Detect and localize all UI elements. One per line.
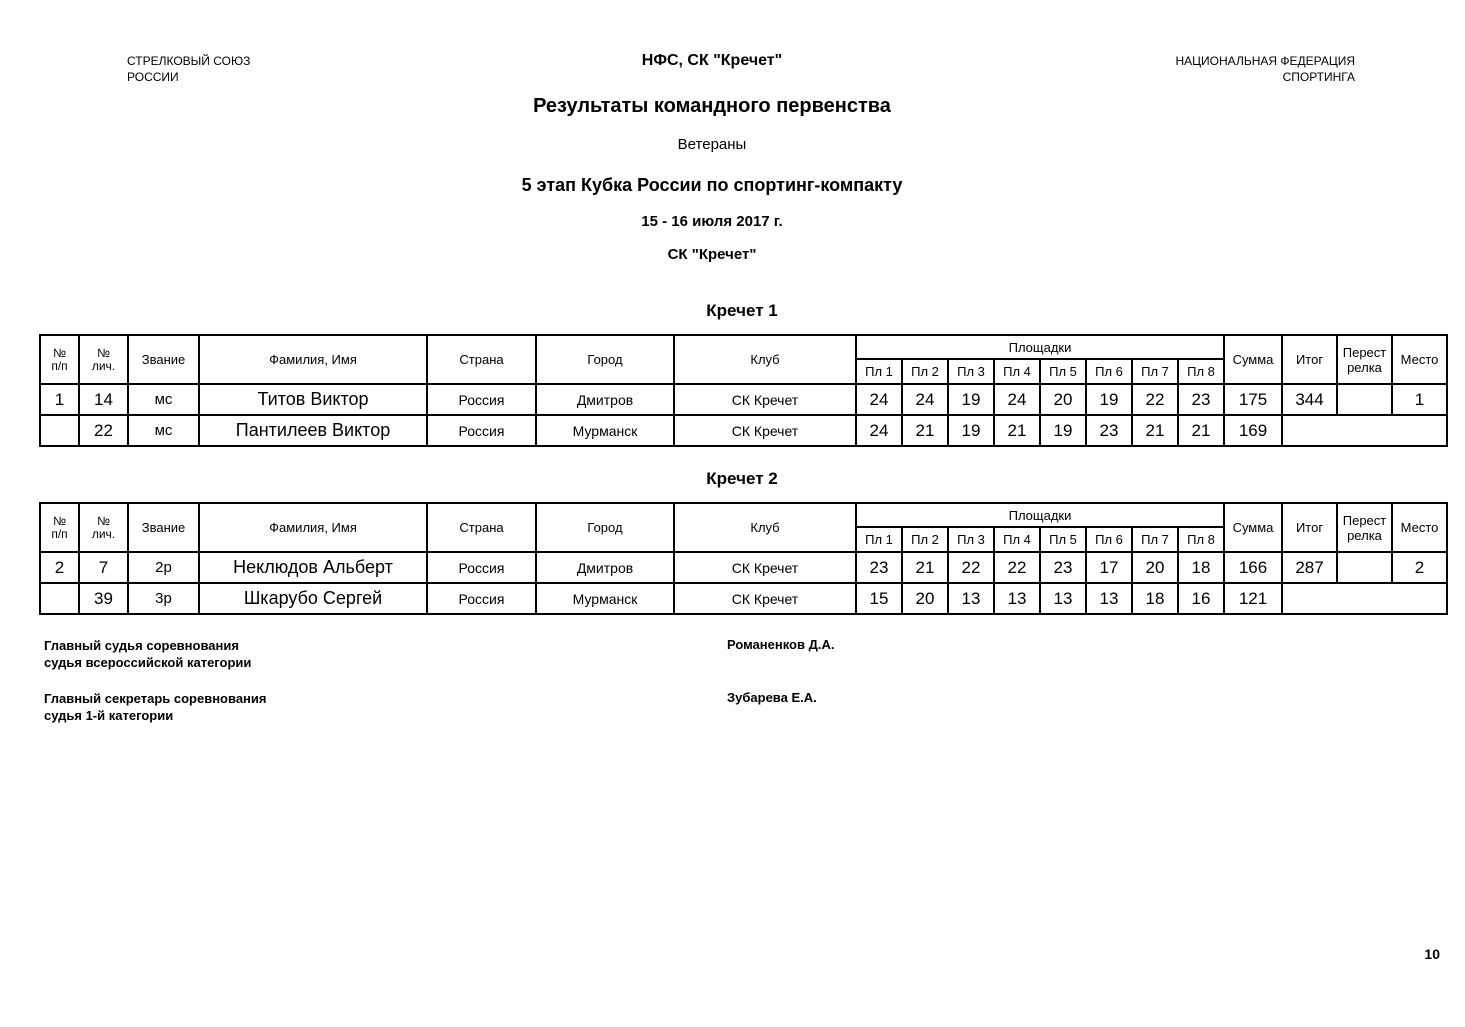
num-lich-line2: лич. — [91, 526, 116, 541]
cell-score-pl1: 15 — [856, 583, 902, 614]
num-lich-line2: лич. — [91, 358, 116, 373]
col-header-pl1: Пл 1 — [856, 359, 902, 384]
col-header-pl5: Пл 5 — [1040, 359, 1086, 384]
team-title-krechet-2: Кречет 2 — [706, 469, 778, 488]
col-header-pl2: Пл 2 — [902, 527, 948, 552]
cell-score-pl3: 19 — [948, 415, 994, 446]
cell-score-pl8: 18 — [1178, 552, 1224, 583]
col-header-pl8: Пл 8 — [1178, 359, 1224, 384]
cell-score-pl1: 23 — [856, 552, 902, 583]
cell-total: 344 — [1282, 384, 1337, 415]
col-header-club: Клуб — [674, 335, 856, 384]
col-header-place: Место — [1392, 503, 1447, 552]
col-header-pl3: Пл 3 — [948, 527, 994, 552]
cell-num-pp: 2 — [40, 552, 79, 583]
cell-score-pl8: 16 — [1178, 583, 1224, 614]
table-row — [40, 552, 1447, 583]
cell-city: Дмитров — [536, 552, 674, 583]
col-header-city: Город — [536, 335, 674, 384]
shootoff-line2: релка — [1347, 527, 1382, 543]
col-header-pl7: Пл 7 — [1132, 527, 1178, 552]
doc-title: Результаты командного первенства — [533, 95, 891, 117]
cell-score-pl4: 13 — [994, 583, 1040, 614]
col-header-stations-group: Площадки — [856, 503, 1224, 527]
cell-score-pl2: 21 — [902, 415, 948, 446]
cell-score-pl2: 21 — [902, 552, 948, 583]
header-center: НФС, СК "Кречет" — [641, 52, 783, 69]
signature-name-chief-judge: Романенков Д.А. — [727, 637, 835, 652]
cell-country: Россия — [427, 552, 536, 583]
cell-score-pl6: 23 — [1086, 415, 1132, 446]
cell-score-pl3: 13 — [948, 583, 994, 614]
col-header-city: Город — [536, 503, 674, 552]
cell-name: Пантилеев Виктор — [199, 415, 427, 446]
shootoff-line2: релка — [1347, 359, 1382, 375]
cell-num-lich: 7 — [79, 552, 128, 583]
col-header-total: Итог — [1282, 335, 1337, 384]
col-header-num-pp — [40, 335, 79, 384]
cell-club: СК Кречет — [674, 415, 856, 446]
col-header-num-lich — [79, 503, 128, 552]
cell-sum: 169 — [1224, 415, 1282, 446]
cell-rank: мс — [128, 384, 199, 415]
cell-score-pl5: 19 — [1040, 415, 1086, 446]
cell-empty — [1282, 583, 1447, 614]
num-pp-line2: п/п — [51, 358, 68, 373]
doc-event: 5 этап Кубка России по спортинг-компакту — [521, 175, 903, 195]
cell-score-pl6: 17 — [1086, 552, 1132, 583]
col-header-total: Итог — [1282, 503, 1337, 552]
team-title-krechet-1: Кречет 1 — [706, 301, 778, 320]
cell-city: Дмитров — [536, 384, 674, 415]
cell-score-pl3: 22 — [948, 552, 994, 583]
cell-rank: мс — [128, 415, 199, 446]
col-header-place: Место — [1392, 335, 1447, 384]
cell-num-pp: 1 — [40, 384, 79, 415]
cell-city: Мурманск — [536, 415, 674, 446]
cell-empty — [40, 415, 79, 446]
cell-rank: 2р — [128, 552, 199, 583]
num-lich-line1: № — [97, 345, 110, 360]
col-header-pl5: Пл 5 — [1040, 527, 1086, 552]
org-right-line1: НАЦИОНАЛЬНАЯ ФЕДЕРАЦИЯ — [1175, 54, 1355, 68]
signature-role-chief-judge — [44, 637, 251, 671]
cell-score-pl6: 13 — [1086, 583, 1132, 614]
results-table-krechet-2 — [39, 502, 1448, 615]
cell-name: Шкарубо Сергей — [199, 583, 427, 614]
col-header-name: Фамилия, Имя — [199, 335, 427, 384]
cell-score-pl3: 19 — [948, 384, 994, 415]
col-header-pl8: Пл 8 — [1178, 527, 1224, 552]
cell-sum: 166 — [1224, 552, 1282, 583]
cell-club: СК Кречет — [674, 583, 856, 614]
col-header-country: Страна — [427, 503, 536, 552]
col-header-shootoff — [1337, 503, 1392, 552]
col-header-num-lich — [79, 335, 128, 384]
col-header-pl3: Пл 3 — [948, 359, 994, 384]
shootoff-line1: Перест — [1342, 344, 1387, 360]
col-header-sum: Сумма — [1224, 335, 1282, 384]
col-header-sum: Сумма — [1224, 503, 1282, 552]
num-pp-line1: № — [53, 345, 66, 360]
cell-city: Мурманск — [536, 583, 674, 614]
cell-name: Титов Виктор — [199, 384, 427, 415]
signature-name-chief-secretary: Зубарева Е.А. — [727, 690, 817, 705]
cell-name: Неклюдов Альберт — [199, 552, 427, 583]
signature-role-line2: судья 1-й категории — [44, 708, 174, 723]
shootoff-line1: Перест — [1342, 512, 1387, 528]
table-row — [40, 415, 1447, 446]
cell-club: СК Кречет — [674, 384, 856, 415]
cell-score-pl1: 24 — [856, 384, 902, 415]
cell-score-pl5: 23 — [1040, 552, 1086, 583]
cell-num-lich: 14 — [79, 384, 128, 415]
org-right — [1176, 53, 1356, 85]
doc-subtitle: Ветераны — [677, 136, 747, 153]
col-header-pl4: Пл 4 — [994, 527, 1040, 552]
results-table-krechet-1 — [39, 334, 1448, 447]
col-header-shootoff — [1337, 335, 1392, 384]
table-row — [40, 384, 1447, 415]
col-header-rank: Звание — [128, 335, 199, 384]
cell-score-pl1: 24 — [856, 415, 902, 446]
cell-country: Россия — [427, 415, 536, 446]
cell-num-lich: 39 — [79, 583, 128, 614]
cell-country: Россия — [427, 384, 536, 415]
cell-score-pl8: 21 — [1178, 415, 1224, 446]
col-header-pl7: Пл 7 — [1132, 359, 1178, 384]
cell-empty — [40, 583, 79, 614]
col-header-club: Клуб — [674, 503, 856, 552]
cell-num-lich: 22 — [79, 415, 128, 446]
cell-empty — [1282, 415, 1447, 446]
col-header-pl1: Пл 1 — [856, 527, 902, 552]
cell-score-pl4: 21 — [994, 415, 1040, 446]
num-lich-line1: № — [97, 513, 110, 528]
org-left-line1: СТРЕЛКОВЫЙ СОЮЗ — [127, 54, 251, 68]
signature-role-line2: судья всероссийской категории — [44, 655, 252, 670]
cell-score-pl4: 24 — [994, 384, 1040, 415]
cell-place: 2 — [1392, 552, 1447, 583]
cell-score-pl5: 20 — [1040, 384, 1086, 415]
page-number: 10 — [1424, 946, 1440, 962]
org-right-line2: СПОРТИНГА — [1282, 70, 1355, 84]
cell-shootoff — [1337, 552, 1392, 583]
cell-country: Россия — [427, 583, 536, 614]
col-header-num-pp — [40, 503, 79, 552]
col-header-country: Страна — [427, 335, 536, 384]
cell-score-pl8: 23 — [1178, 384, 1224, 415]
cell-score-pl7: 22 — [1132, 384, 1178, 415]
org-left-line2: РОССИИ — [127, 70, 179, 84]
cell-shootoff — [1337, 384, 1392, 415]
cell-rank: 3р — [128, 583, 199, 614]
cell-score-pl6: 19 — [1086, 384, 1132, 415]
table-row — [40, 583, 1447, 614]
signature-role-line1: Главный секретарь соревнования — [44, 691, 267, 706]
col-header-pl6: Пл 6 — [1086, 359, 1132, 384]
num-pp-line2: п/п — [51, 526, 68, 541]
col-header-pl6: Пл 6 — [1086, 527, 1132, 552]
cell-score-pl7: 21 — [1132, 415, 1178, 446]
cell-score-pl4: 22 — [994, 552, 1040, 583]
doc-dates: 15 - 16 июля 2017 г. — [641, 213, 783, 230]
col-header-rank: Звание — [128, 503, 199, 552]
cell-score-pl2: 20 — [902, 583, 948, 614]
cell-sum: 121 — [1224, 583, 1282, 614]
cell-total: 287 — [1282, 552, 1337, 583]
cell-place: 1 — [1392, 384, 1447, 415]
cell-score-pl5: 13 — [1040, 583, 1086, 614]
cell-club: СК Кречет — [674, 552, 856, 583]
col-header-stations-group: Площадки — [856, 335, 1224, 359]
cell-sum: 175 — [1224, 384, 1282, 415]
num-pp-line1: № — [53, 513, 66, 528]
cell-score-pl2: 24 — [902, 384, 948, 415]
signature-role-chief-secretary — [44, 690, 266, 724]
cell-score-pl7: 20 — [1132, 552, 1178, 583]
doc-venue: СК "Кречет" — [667, 246, 757, 263]
cell-score-pl7: 18 — [1132, 583, 1178, 614]
col-header-pl2: Пл 2 — [902, 359, 948, 384]
col-header-pl4: Пл 4 — [994, 359, 1040, 384]
col-header-name: Фамилия, Имя — [199, 503, 427, 552]
signature-role-line1: Главный судья соревнования — [44, 638, 239, 653]
